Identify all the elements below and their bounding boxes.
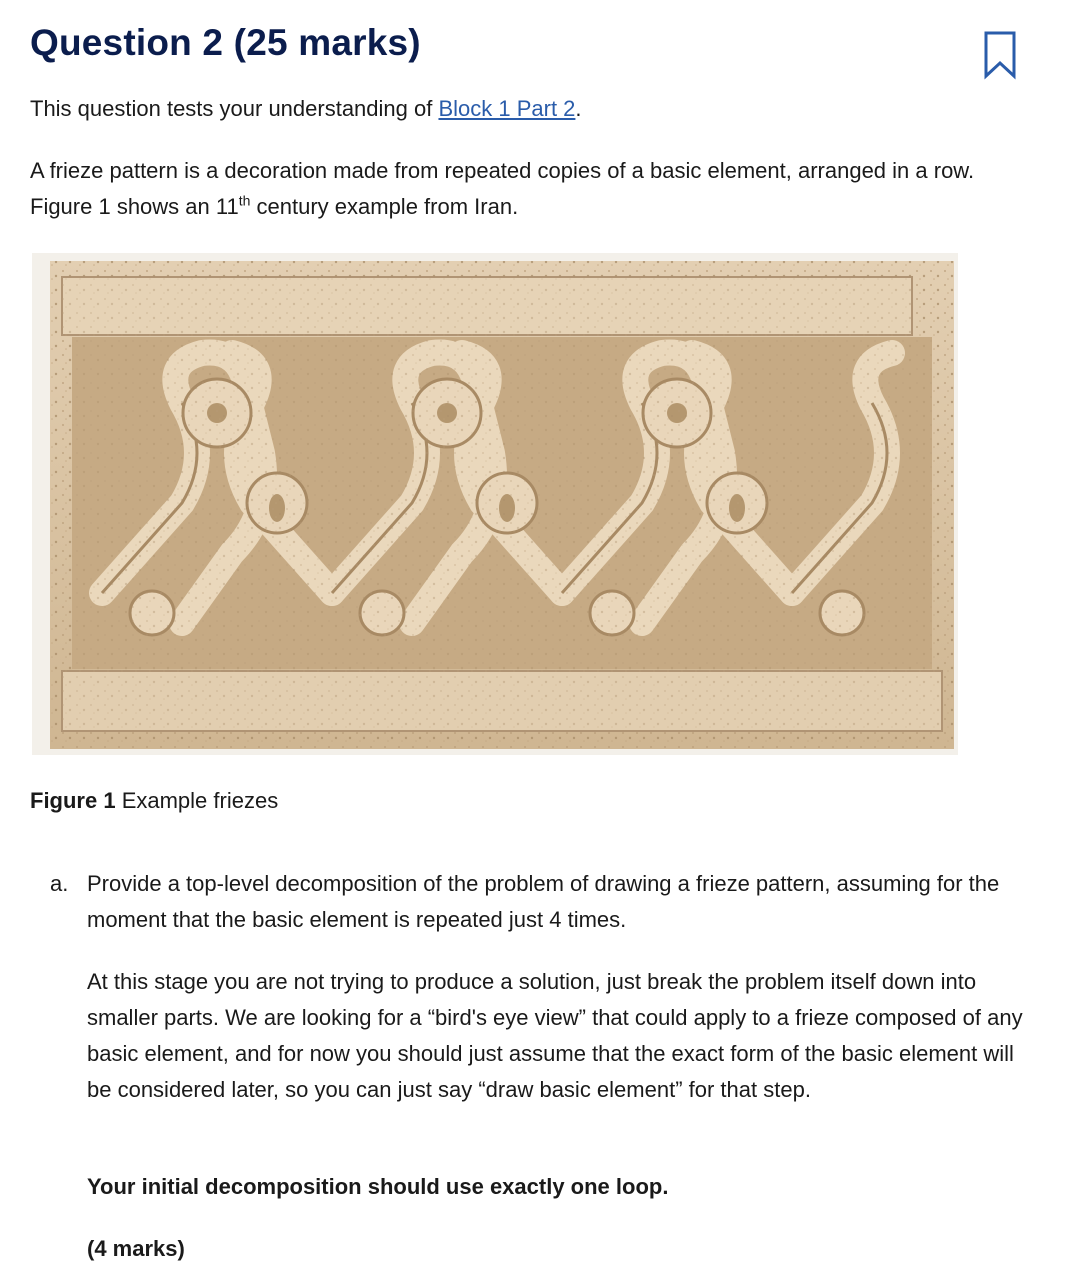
part-marker: a. [50,871,69,896]
frieze-description: A frieze pattern is a decoration made from repeated copies of a basic element, arranged in a row. Figure 1 shows an 11th century example from Iran. [30,158,975,219]
question-part-a [50,866,1040,1261]
figure-caption: Figure 1 Example friezes [30,788,279,813]
block-link[interactable]: Block 1 Part 2 [438,96,576,121]
loop-requirement: Your initial decomposition should use exactly one loop. [87,1174,669,1199]
marks-label: (4 marks) [87,1236,185,1261]
frieze-image [32,253,958,755]
part-a-instruction: Provide a top-level decomposition of the problem of drawing a frieze pattern, assuming for the moment that the basic element is repeated just 4 times. [87,871,1000,932]
figure-label: Figure 1 [30,788,116,813]
bookmark-icon[interactable] [983,30,1017,80]
intro-text: This question tests your understanding of Block 1 Part 2. [30,96,582,121]
page-title: Question 2 (25 marks) [30,22,421,63]
part-a-guidance: At this stage you are not trying to produce a solution, just break the problem itself down into smaller parts. We are looking for a “bird's eye view” that could apply to a frieze composed of any basic element, and for now you should just assume that the exact form of the basic element will be considered later, so you can just say “draw basic element” for that step. [87,969,1023,1102]
